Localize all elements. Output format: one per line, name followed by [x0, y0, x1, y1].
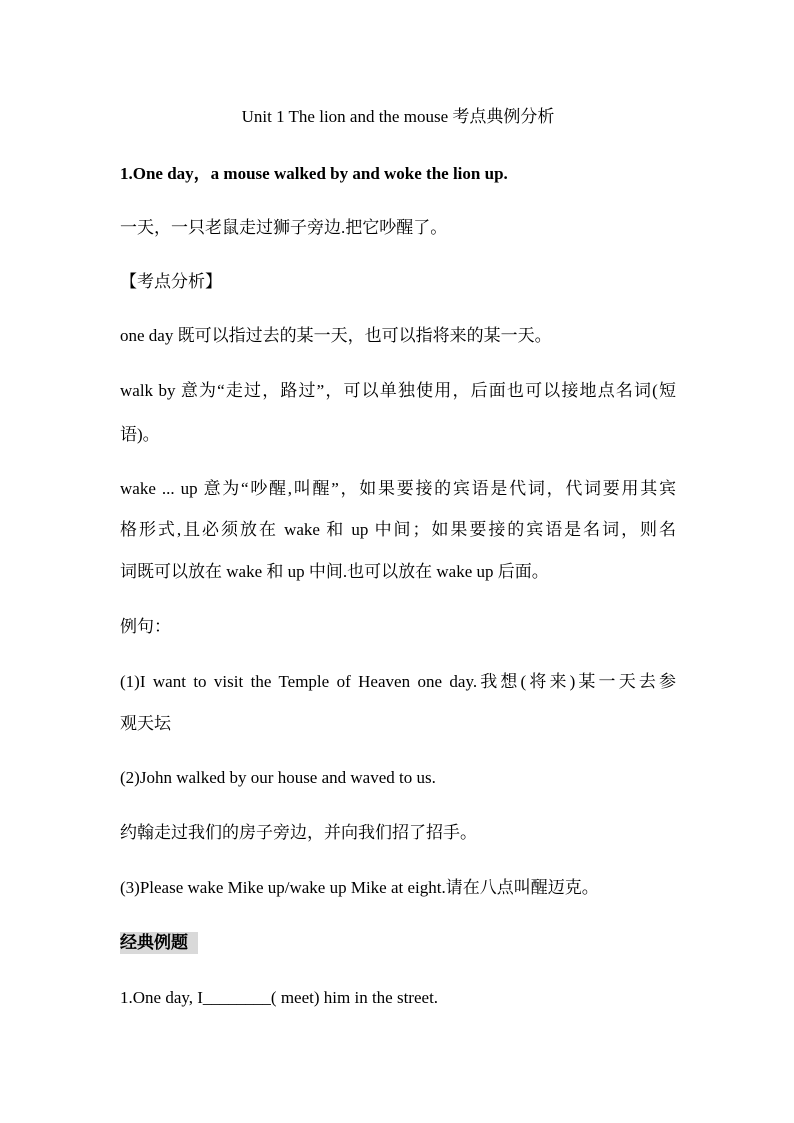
analysis-point-wake-up-line-3: 词既可以放在 wake 和 up 中间.也可以放在 wake up 后面。	[120, 562, 549, 581]
classic-examples-heading-row	[120, 932, 676, 954]
analysis-heading: 【考点分析】	[120, 272, 222, 291]
examples-label: 例句：	[120, 617, 171, 636]
exercise-1: 1.One day, I________( meet) him in the street.	[120, 988, 439, 1007]
analysis-point-walk-by-line-2: 语)。	[120, 425, 160, 444]
analysis-point-wake-up-line-1: wake ... up 意为“吵醒,叫醒”，如果要接的宾语是代词，代词要用其宾	[120, 479, 676, 498]
example-2-chinese: 约翰走过我们的房子旁边，并向我们招了招手。	[120, 823, 477, 842]
key-sentence-chinese: 一天，一只老鼠走过狮子旁边.把它吵醒了。	[120, 218, 448, 237]
analysis-point-walk-by-line-1: walk by 意为“走过，路过”，可以单独使用，后面也可以接地点名词(短	[120, 381, 676, 400]
example-3: (3)Please wake Mike up/wake up Mike at eight.请在八点叫醒迈克。	[120, 878, 599, 897]
classic-examples-heading: 经典例题	[120, 932, 198, 954]
analysis-point-one-day: one day 既可以指过去的某一天，也可以指将来的某一天。	[120, 326, 552, 345]
analysis-point-wake-up-line-2: 格形式,且必须放在 wake 和 up 中间；如果要接的宾语是名词，则名	[120, 520, 676, 539]
example-1-line-2: 观天坛	[120, 714, 171, 733]
example-1-line-1: (1)I want to visit the Temple of Heaven one day.我想(将来)某一天去参	[120, 672, 676, 691]
key-sentence-english: 1.One day，a mouse walked by and woke the lion up.	[120, 164, 508, 183]
document-title: Unit 1 The lion and the mouse 考点典例分析	[241, 107, 555, 126]
example-2-english: (2)John walked by our house and waved to us.	[120, 768, 436, 787]
